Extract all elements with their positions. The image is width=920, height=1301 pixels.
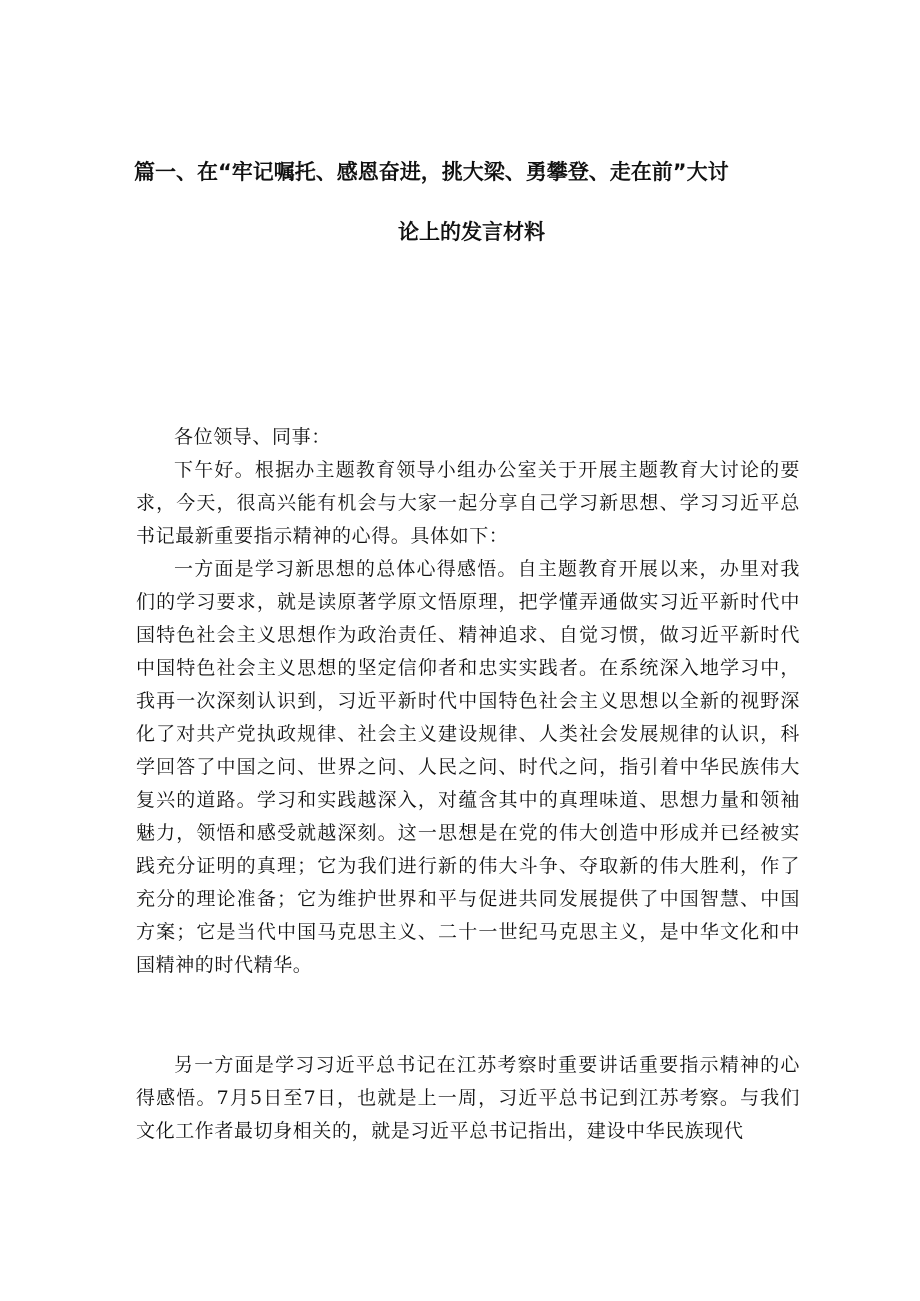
document-title-line-2: 论上的发言材料 <box>398 220 545 244</box>
paragraph-jiangsu-insights: 另一方面是学习习近平总书记在江苏考察时重要讲话重要指示精神的心得感悟。7月5日至7日，也就是上一周，习近平总书记到江苏考察。与我们文化工作者最切身相关的，就是习近平总书记指出，建设中华民族现代 <box>136 1054 800 1142</box>
greeting: 各位领导、同事： <box>174 426 331 448</box>
document-title-line-1: 篇一、在“牢记嘱托、感恩奋进，挑大梁、勇攀登、走在前”大讨 <box>134 160 729 184</box>
paragraph-intro: 下午好。根据办主题教育领导小组办公室关于开展主题教育大讨论的要求，今天，很高兴能有机会与大家一起分享自己学习新思想、学习习近平总书记最新重要指示精神的心得。具体如下： <box>136 459 800 547</box>
paragraph-overall-insights: 一方面是学习新思想的总体心得感悟。自主题教育开展以来，办里对我们的学习要求，就是读原著学原文悟原理，把学懂弄通做实习近平新时代中国特色社会主义思想作为政治责任、精神追求、自觉习惯，做习近平新时代中国特色社会主义思想的坚定信仰者和忠实实践者。在系统深入地学习中，我再一次深刻认识到，习近平新时代中国特色社会主义思想以全新的视野深化了对共产党执政规律、社会主义建设规律、人类社会发展规律的认识，科学回答了中国之问、世界之问、人民之问、时代之问，指引着中华民族伟大复兴的道路。学习和实践越深入，对蕴含其中的真理味道、思想力量和领袖魅力，领悟和感受就越深刻。这一思想是在党的伟大创造中形成并已经被实践充分证明的真理；它为我们进行新的伟大斗争、夺取新的伟大胜利，作了充分的理论准备；它为维护世界和平与促进共同发展提供了中国智慧、中国方案；它是当代中国马克思主义、二十一世纪马克思主义，是中华文化和中国精神的时代精华。 <box>136 558 800 976</box>
